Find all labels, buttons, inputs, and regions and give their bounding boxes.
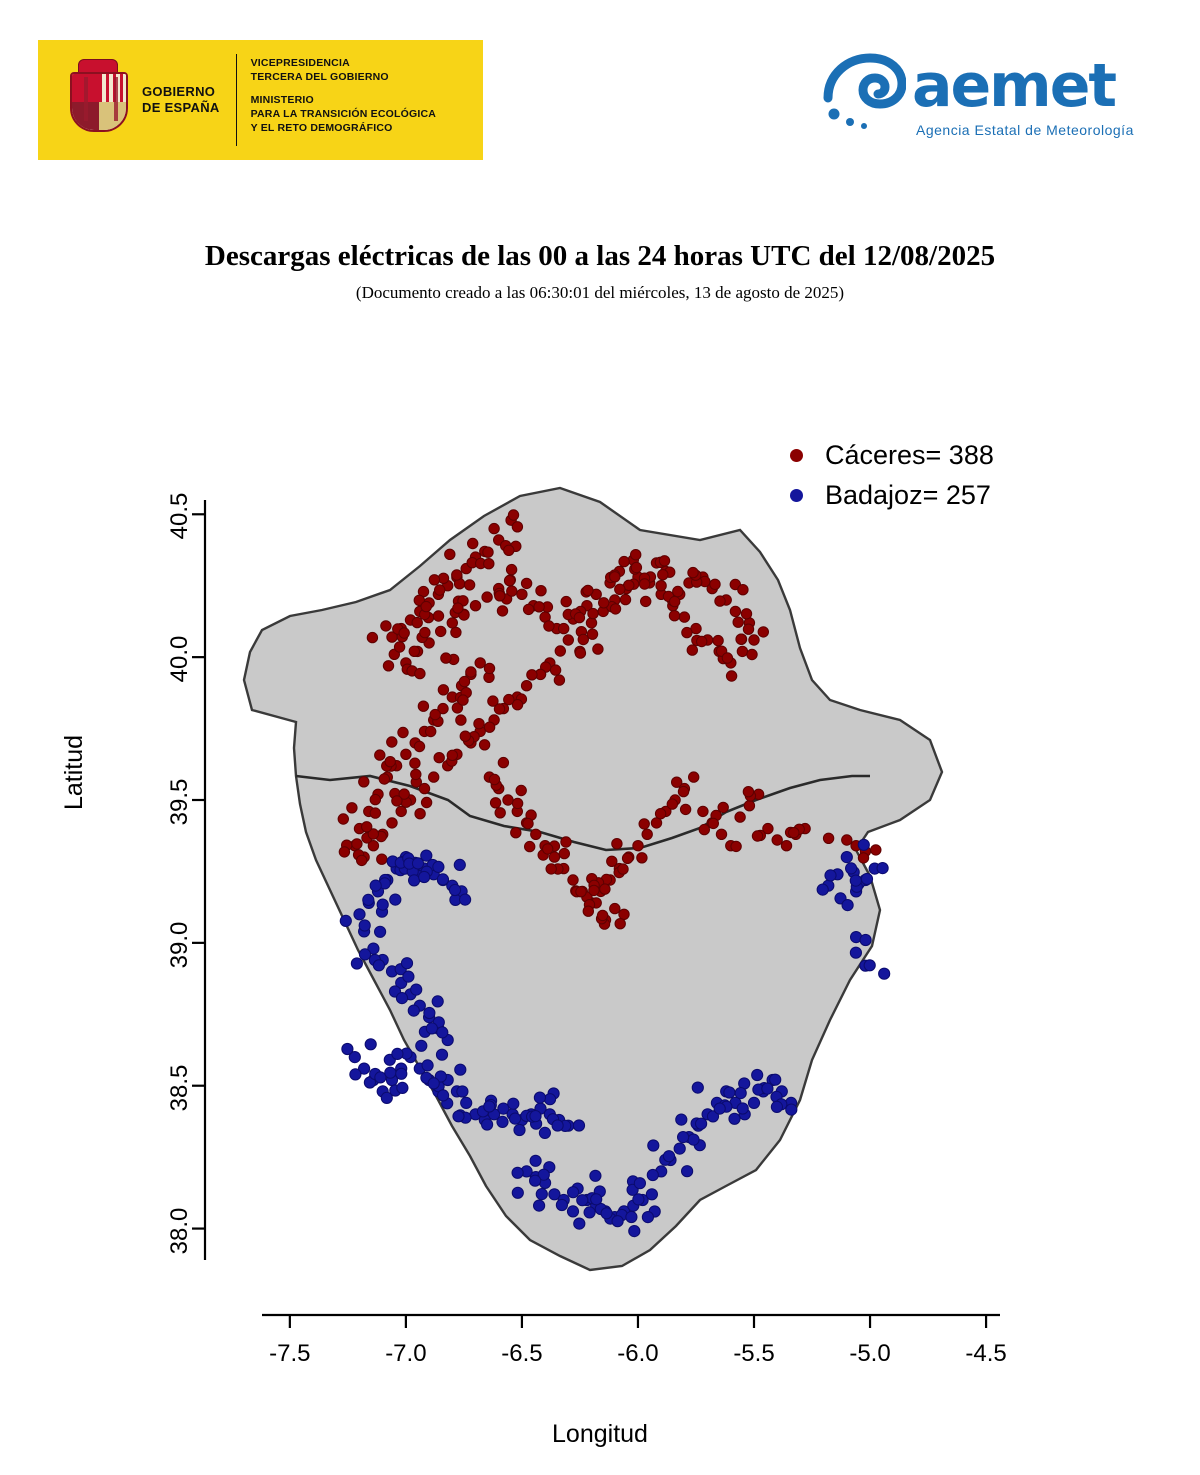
x-tick-label: -6.0 xyxy=(617,1340,659,1367)
legend-color-swatch-badajoz xyxy=(790,489,803,502)
y-tick-label: 39.0 xyxy=(166,921,193,969)
gobierno-label xyxy=(142,84,220,117)
gobierno-line-1: GOBIERNO xyxy=(142,83,216,99)
legend-color-swatch-caceres xyxy=(790,449,803,462)
x-tick-label: -5.5 xyxy=(733,1340,775,1367)
x-tick-label: -7.5 xyxy=(269,1340,311,1367)
legend-label-badajoz: Badajoz= 257 xyxy=(825,479,991,510)
aemet-tagline: Agencia Estatal de Meteorología xyxy=(916,122,1134,138)
page-subtitle: (Documento creado a las 06:30:01 del miércoles, 13 de agosto de 2025) xyxy=(355,283,845,302)
vicepresidencia-line-2: TERCERA DEL GOBIERNO xyxy=(250,70,389,83)
page-title: Descargas eléctricas de las 00 a las 24 horas UTC del 12/08/2025 xyxy=(204,240,996,272)
ministerio-label xyxy=(251,56,436,145)
y-tick-label: 38.5 xyxy=(166,1064,193,1112)
legend-label-caceres: Cáceres= 388 xyxy=(825,439,994,470)
x-axis-title: Longitud xyxy=(552,1420,648,1448)
y-tick-label: 40.0 xyxy=(166,635,193,683)
chart-legend xyxy=(790,435,994,515)
aemet-swirl-icon xyxy=(820,52,906,134)
aemet-logo xyxy=(820,48,1140,148)
legend-item-badajoz xyxy=(790,475,994,515)
lightning-strikes-map-chart xyxy=(0,380,1200,1470)
vicepresidencia-line-1: VICEPRESIDENCIA xyxy=(250,56,350,69)
x-tick-label: -5.0 xyxy=(849,1340,891,1367)
gobierno-de-espana-logo xyxy=(38,40,483,160)
spain-coat-of-arms-icon xyxy=(66,59,128,141)
x-tick-label: -6.5 xyxy=(501,1340,543,1367)
legend-item-caceres xyxy=(790,435,994,475)
aemet-wordmark: aemet xyxy=(912,51,1116,121)
x-tick-label: -7.0 xyxy=(385,1340,427,1367)
x-tick-label: -4.5 xyxy=(965,1340,1007,1367)
page-header xyxy=(0,0,1200,200)
logo-divider xyxy=(236,54,237,146)
y-tick-label: 40.5 xyxy=(166,492,193,540)
y-tick-label: 39.5 xyxy=(166,778,193,826)
y-axis-title: Latitud xyxy=(60,734,88,810)
ministerio-line-3: Y EL RETO DEMOGRÁFICO xyxy=(250,122,393,135)
ministerio-line-1: MINISTERIO xyxy=(250,93,314,106)
gobierno-line-2: DE ESPAÑA xyxy=(142,100,220,115)
y-tick-label: 38.0 xyxy=(166,1207,193,1254)
ministerio-line-2: PARA LA TRANSICIÓN ECOLÓGICA xyxy=(250,108,437,121)
